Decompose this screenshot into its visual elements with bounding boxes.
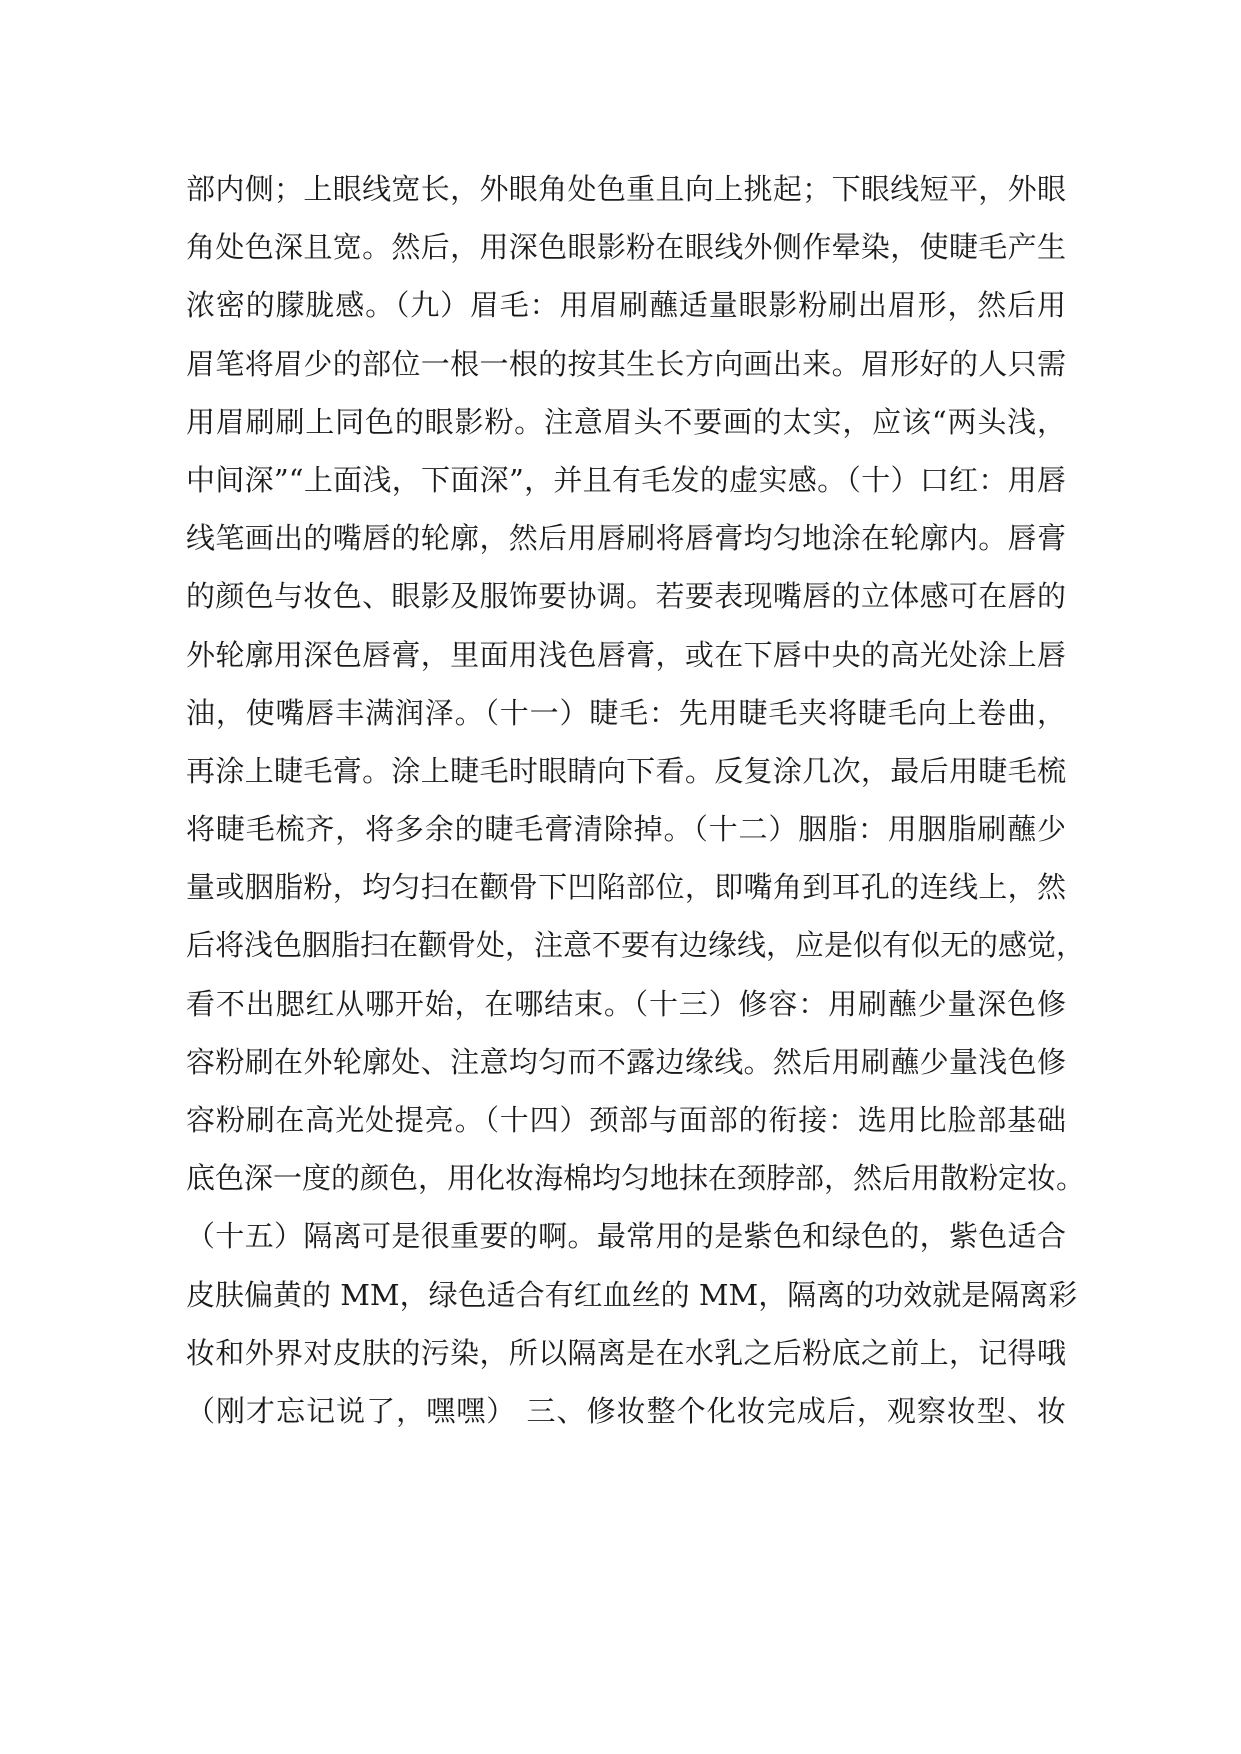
body-text [186, 160, 1086, 1440]
text-line: 眉笔将眉少的部位一根一根的按其生长方向画出来。眉形好的人只需 [186, 346, 1066, 381]
text-line: 油，使嘴唇丰满润泽。（十一）睫毛：先用睫毛夹将睫毛向上卷曲， [186, 695, 1066, 730]
text-line: 底色深一度的颜色，用化妆海棉均匀地抹在颈脖部，然后用散粉定妆。 [186, 1161, 1086, 1196]
text-line: 皮肤偏黄的 MM，绿色适合有红血丝的 MM，隔离的功效就是隔离彩 [186, 1277, 1078, 1312]
text-line: （十五）隔离可是很重要的啊。最常用的是紫色和绿色的，紫色适合 [186, 1219, 1066, 1254]
text-line: 用眉刷刷上同色的眼影粉。注意眉头不要画的太实，应该“两头浅， [186, 404, 1066, 439]
text-line: 部内侧；上眼线宽长，外眼角处色重且向上挑起；下眼线短平，外眼 [186, 172, 1066, 206]
text-line: 线笔画出的嘴唇的轮廓，然后用唇刷将唇膏均匀地涂在轮廓内。唇膏 [186, 521, 1066, 556]
text-line: 角处色深且宽。然后，用深色眼影粉在眼线外侧作晕染，使睫毛产生 [186, 230, 1066, 265]
text-line: 将睫毛梳齐，将多余的睫毛膏清除掉。（十二）胭脂：用胭脂刷蘸少 [186, 812, 1066, 847]
text-line: 外轮廓用深色唇膏，里面用浅色唇膏，或在下唇中央的高光处涂上唇 [186, 637, 1066, 672]
text-line: 量或胭脂粉，均匀扫在颧骨下凹陷部位，即嘴角到耳孔的连线上，然 [186, 870, 1066, 905]
text-line: （刚才忘记说了，嘿嘿） 三、修妆整个化妆完成后，观察妆型、妆 [186, 1393, 1066, 1428]
text-line: 妆和外界对皮肤的污染，所以隔离是在水乳之后粉底之前上，记得哦 [186, 1335, 1066, 1370]
text-line: 容粉刷在外轮廓处、注意均匀而不露边缘线。然后用刷蘸少量浅色修 [186, 1044, 1066, 1079]
text-line: 的颜色与妆色、眼影及服饰要协调。若要表现嘴唇的立体感可在唇的 [186, 579, 1066, 614]
text-line: 再涂上睫毛膏。涂上睫毛时眼睛向下看。反复涂几次，最后用睫毛梳 [186, 753, 1066, 788]
text-line: 看不出腮红从哪开始，在哪结束。（十三）修容：用刷蘸少量深色修 [186, 986, 1066, 1021]
text-line: 容粉刷在高光处提亮。（十四）颈部与面部的衔接：选用比脸部基础 [186, 1103, 1066, 1137]
text-line: 中间深”“上面浅，下面深”，并且有毛发的虚实感。（十）口红：用唇 [186, 462, 1066, 497]
text-line: 浓密的朦胧感。（九）眉毛：用眉刷蘸适量眼影粉刷出眉形，然后用 [186, 288, 1066, 323]
text-line: 后将浅色胭脂扫在颧骨处，注意不要有边缘线，应是似有似无的感觉， [186, 928, 1086, 963]
